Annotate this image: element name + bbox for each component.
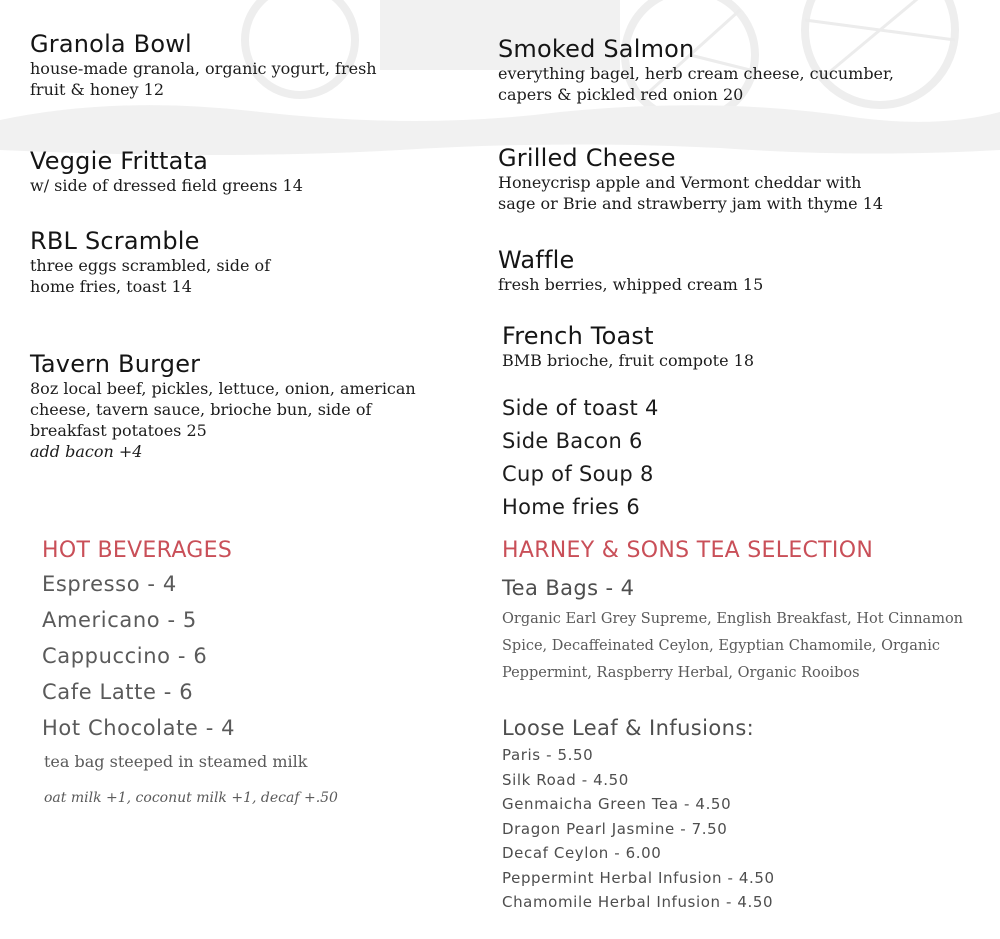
desc-line: sage or Brie and strawberry jam with thyme 14 <box>498 194 884 213</box>
item-desc <box>30 255 470 297</box>
menu-item <box>498 246 978 295</box>
desc-line: 8oz local beef, pickles, lettuce, onion, american <box>30 379 416 398</box>
side-item: Side of toast 4 <box>502 396 659 420</box>
desc-line: home fries, toast 14 <box>30 277 192 296</box>
beverage-item: Cappuccino - 6 <box>42 644 208 668</box>
section-title: HOT BEVERAGES <box>42 538 233 563</box>
desc-line: three eggs scrambled, side of <box>30 256 271 275</box>
menu-item <box>30 227 470 297</box>
tea-bags-line: Spice, Decaffeinated Ceylon, Egyptian Chamomile, Organic <box>502 638 940 654</box>
menu-item <box>30 30 470 100</box>
loose-leaf-item: Dragon Pearl Jasmine - 7.50 <box>502 819 728 838</box>
tea-section <box>502 538 992 915</box>
desc-line: w/ side of dressed field greens 14 <box>30 176 303 195</box>
desc-line: fruit & honey 12 <box>30 80 165 99</box>
desc-line: capers & pickled red onion 20 <box>498 85 744 104</box>
item-name: Grilled Cheese <box>498 144 676 172</box>
item-note: add bacon +4 <box>30 442 143 461</box>
desc-line: Honeycrisp apple and Vermont cheddar with <box>498 173 862 192</box>
item-name: Waffle <box>498 246 575 274</box>
desc-line: breakfast potatoes 25 <box>30 421 207 440</box>
item-desc <box>30 175 470 196</box>
item-desc <box>502 350 972 371</box>
loose-leaf-list <box>502 743 992 915</box>
hot-beverages-section <box>42 538 462 808</box>
side-item: Home fries 6 <box>502 495 641 519</box>
loose-leaf-item: Paris - 5.50 <box>502 746 594 764</box>
menu-item <box>30 147 470 196</box>
item-name: RBL Scramble <box>30 227 200 255</box>
tea-bags-line: Peppermint, Raspberry Herbal, Organic Rooibos <box>502 665 860 681</box>
item-name: Tavern Burger <box>30 350 201 378</box>
desc-line: house-made granola, organic yogurt, fresh <box>30 59 377 78</box>
item-desc <box>498 274 978 295</box>
item-name: Veggie Frittata <box>30 147 209 175</box>
item-name: Granola Bowl <box>30 30 192 58</box>
desc-line: fresh berries, whipped cream 15 <box>498 275 764 294</box>
beverage-item: Espresso - 4 <box>42 572 177 596</box>
tea-bags-title: Tea Bags - 4 <box>502 576 635 600</box>
item-desc <box>498 172 978 214</box>
item-name: French Toast <box>502 322 654 350</box>
loose-leaf-title: Loose Leaf & Infusions: <box>502 716 755 740</box>
beverage-item: Cafe Latte - 6 <box>42 680 194 704</box>
item-desc <box>30 58 470 100</box>
beverage-note: tea bag steeped in steamed milk <box>44 752 308 771</box>
tea-bags-line: Organic Earl Grey Supreme, English Breakfast, Hot Cinnamon <box>502 611 964 627</box>
loose-leaf-item: Chamomile Herbal Infusion - 4.50 <box>502 893 774 911</box>
loose-leaf-item: Decaf Ceylon - 6.00 <box>502 844 662 862</box>
loose-leaf-item: Silk Road - 4.50 <box>502 770 629 789</box>
menu-item <box>502 322 972 371</box>
item-desc <box>498 63 978 105</box>
loose-leaf-item: Genmaicha Green Tea - 4.50 <box>502 795 732 813</box>
side-item: Cup of Soup 8 <box>502 462 654 486</box>
loose-leaf-item: Peppermint Herbal Infusion - 4.50 <box>502 868 775 887</box>
tea-bags-list <box>502 606 992 687</box>
beverage-extras: oat milk +1, coconut milk +1, decaf +.50 <box>44 790 338 806</box>
beverage-item: Hot Chocolate - 4 <box>42 716 236 740</box>
side-item: Side Bacon 6 <box>502 429 643 453</box>
menu-item <box>30 350 470 462</box>
menu-item <box>498 144 978 214</box>
desc-line: BMB brioche, fruit compote 18 <box>502 351 755 370</box>
desc-line: everything bagel, herb cream cheese, cucumber, <box>498 64 894 83</box>
section-title: HARNEY & SONS TEA SELECTION <box>502 538 874 563</box>
desc-line: cheese, tavern sauce, brioche bun, side of <box>30 400 372 419</box>
beverage-list <box>42 566 462 746</box>
item-name: Smoked Salmon <box>498 35 695 63</box>
sides-list <box>502 392 802 524</box>
item-desc <box>30 378 470 462</box>
menu-item <box>498 35 978 105</box>
beverage-item: Americano - 5 <box>42 608 197 632</box>
